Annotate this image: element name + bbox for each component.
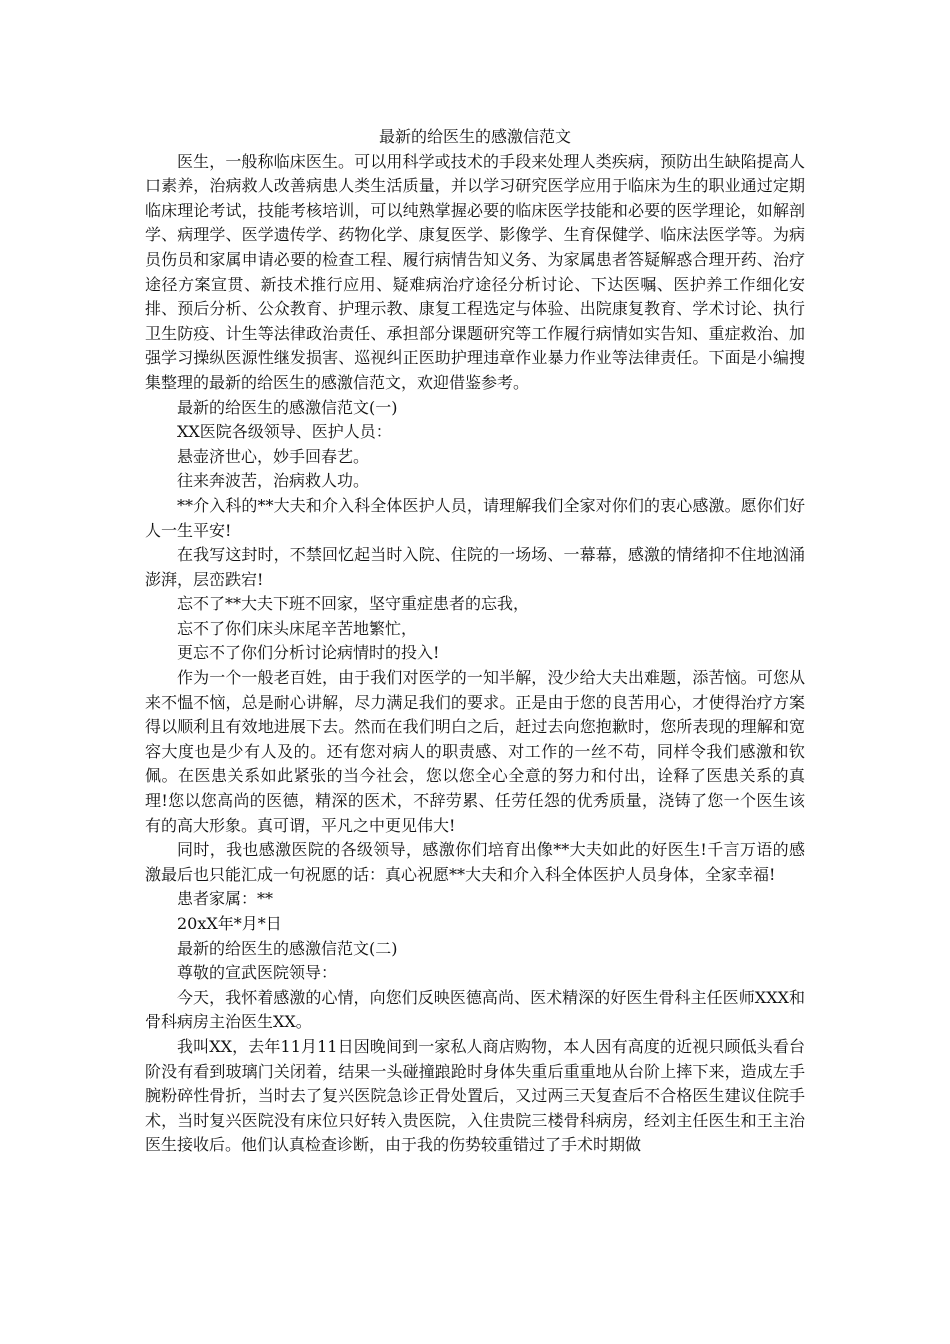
paragraph: 作为一个一般老百姓，由于我们对医学的一知半解，没少给大夫出难题，添苦恼。可您从来不愠不恼，总是耐心讲解，尽力满足我们的要求。正是由于您的良苦用心，才使得治疗方案得以顺利且有效地进展下去。然而在我们明白之后，赶过去向您抱歉时，您所表现的理解和宽容大度也是少有人及的。还有您对病人的职责感、对工作的一丝不苟，同样令我们感激和钦佩。在医患关系如此紧张的当今社会，您以您全心全意的努力和付出，诠释了医患关系的真理!您以您高尚的医德，精深的医术，不辞劳累、任劳任怨的优秀质量，浇铸了您一个医生该有的高大形象。真可谓，平凡之中更见伟大! xyxy=(145,668,805,835)
paragraph: 更忘不了你们分析讨论病情时的投入! xyxy=(177,643,440,663)
verse-line: 往来奔波苦，治病救人功。 xyxy=(177,471,370,491)
signature-name: 患者家属：** xyxy=(177,889,274,909)
salutation-1: XX医院各级领导、医护人员： xyxy=(177,422,392,442)
paragraph: 忘不了**大夫下班不回家，坚守重症患者的忘我， xyxy=(177,594,530,614)
document-body xyxy=(145,125,805,1158)
paragraph: 忘不了你们床头床尾辛苦地繁忙， xyxy=(177,618,418,638)
paragraph: 今天，我怀着感激的心情，向您们反映医德高尚、医术精深的好医生骨科主任医师XXX和骨科病房主治医生XX。 xyxy=(145,987,805,1032)
paragraph-intro: 医生，一般称临床医生。可以用科学或技术的手段来处理人类疾病，预防出生缺陷提高人口素养，治病救人改善病患人类生活质量，并以学习研究医学应用于临床为生的职业通过定期临床理论考试，技能考核培训，可以纯熟掌握必要的临床医学技能和必要的医学理论，如解剖学、病理学、医学遗传学、药物化学、康复医学、影像学、生育保健学、临床法医学等。为病员伤员和家属申请必要的检查工程、履行病情告知义务、为家属患者答疑解惑合理开药、治疗途径方案宣贯、新技术推行应用、疑难病治疗途径分析讨论、下达医嘱、医护养工作细化安排、预后分析、公众教育、护理示教、康复工程选定与体验、出院康复教育、学术讨论、执行卫生防疫、计生等法律政治责任、承担部分课题研究等工作履行病情如实告知、重症救治、加强学习操纵医源性继发损害、巡视纠正医助护理违章作业暴力作业等法律责任。下面是小编搜集整理的最新的给医生的感激信范文，欢迎借鉴参考。 xyxy=(145,151,805,392)
signature-date: 20xX年*月*日 xyxy=(177,914,282,933)
paragraph: 在我写这封时，不禁回忆起当时入院、住院的一场场、一幕幕，感激的情绪抑不住地汹涌澎湃，层峦跌宕! xyxy=(145,545,805,589)
section-heading-2: 最新的给医生的感激信范文(二) xyxy=(177,938,398,958)
section-heading-1: 最新的给医生的感激信范文(一) xyxy=(177,397,398,417)
document-title: 最新的给医生的感激信范文 xyxy=(378,127,571,146)
verse-line: 悬壶济世心，妙手回春艺。 xyxy=(177,446,370,466)
paragraph: 同时，我也感激医院的各级领导，感激你们培育出像**大夫如此的好医生!千言万语的感激最后也只能汇成一句祝愿的话：真心祝愿**大夫和介入科全体医护人员身体，全家幸福! xyxy=(145,840,805,884)
salutation-2: 尊敬的宣武医院领导： xyxy=(177,963,338,983)
paragraph: 我叫XX，去年11月11日因晚间到一家私人商店购物，本人因有高度的近视只顾低头看台阶没有看到玻璃门关闭着，结果一头碰撞踉跄时身体失重后重重地从台阶上摔下来，造成左手腕粉碎性骨折，当时去了复兴医院急诊正骨处置后，又过两三天复查后不合格医生建议住院手术，当时复兴医院没有床位只好转入贵医院，入住贵院三楼骨科病房，经刘主任医生和王主治医生接收后。他们认真检查诊断，由于我的伤势较重错过了手术时期做 xyxy=(145,1036,805,1155)
paragraph: **介入科的**大夫和介入科全体医护人员，请理解我们全家对你们的衷心感激。愿你们好人一生平安! xyxy=(145,495,805,540)
